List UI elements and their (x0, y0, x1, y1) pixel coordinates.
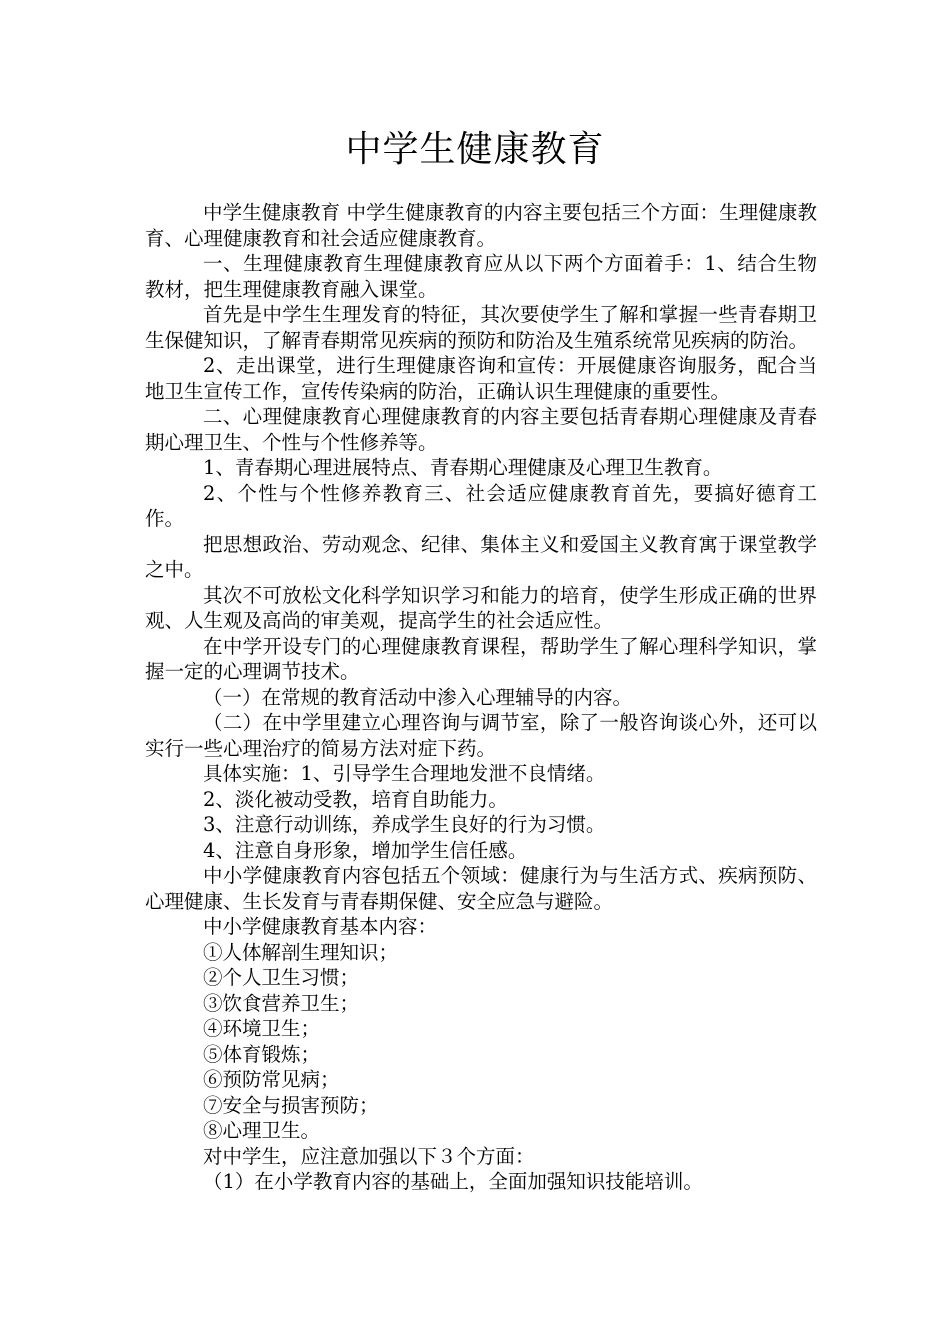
list-item: ③饮食营养卫生； (203, 991, 360, 1015)
paragraph: 一、生理健康教育生理健康教育应从以下两个方面着手：1、结合生物教材，把生理健康教育融入课堂。 (145, 252, 817, 301)
document-title: 中学生健康教育 (345, 129, 605, 170)
list-item: ④环境卫生； (203, 1017, 321, 1040)
paragraph: 3、注意行动训练，养成学生良好的行为习惯。 (203, 813, 606, 836)
paragraph: 中小学健康教育基本内容： (203, 915, 438, 938)
list-item: ⑦安全与损害预防； (203, 1093, 379, 1117)
paragraph: （一）在常规的教育活动中渗入心理辅导的内容。 (203, 685, 633, 709)
paragraph: （1）在小学教育内容的基础上，全面加强知识技能培训。 (203, 1170, 703, 1193)
paragraph: 1、青春期心理进展特点、青春期心理健康及心理卫生教育。 (203, 456, 723, 479)
paragraph: 2、走出课堂，进行生理健康咨询和宣传：开展健康咨询服务，配合当地卫生宣传工作，宣传传染病的防治，正确认识生理健康的重要性。 (145, 354, 817, 403)
list-item: ⑤体育锻炼； (203, 1042, 321, 1066)
list-item: ②个人卫生习惯； (203, 966, 360, 989)
paragraph: 在中学开设专门的心理健康教育课程，帮助学生了解心理科学知识，掌握一定的心理调节技术。 (145, 634, 817, 683)
list-item: ①人体解剖生理知识； (203, 940, 399, 964)
document-body (145, 200, 817, 1195)
paragraph: 二、心理健康教育心理健康教育的内容主要包括青春期心理健康及青春期心理卫生、个性与个性修养等。 (145, 405, 817, 454)
paragraph: 4、注意自身形象，增加学生信任感。 (203, 838, 528, 862)
paragraph: 中学生健康教育 中学生健康教育的内容主要包括三个方面：生理健康教育、心理健康教育和社会适应健康教育。 (145, 201, 817, 250)
list-item: ⑧心理卫生。 (203, 1119, 321, 1142)
paragraph: 其次不可放松文化科学知识学习和能力的培育，使学生形成正确的世界观、人生观及高尚的审美观，提高学生的社会适应性。 (145, 583, 817, 632)
paragraph: 2、个性与个性修养教育三、社会适应健康教育首先，要搞好德育工作。 (145, 481, 817, 530)
paragraph: （二）在中学里建立心理咨询与调节室，除了一般咨询谈心外，还可以实行一些心理治疗的简易方法对症下药。 (145, 711, 817, 760)
paragraph: 把思想政治、劳动观念、纪律、集体主义和爱国主义教育寓于课堂教学之中。 (145, 532, 817, 581)
paragraph: 对中学生，应注意加强以下３个方面： (203, 1144, 535, 1168)
list-item: ⑥预防常见病； (203, 1068, 340, 1091)
paragraph: 中小学健康教育内容包括五个领域：健康行为与生活方式、疾病预防、心理健康、生长发育与青春期保健、安全应急与避险。 (145, 864, 817, 913)
paragraph: 首先是中学生生理发育的特征，其次要使学生了解和掌握一些青春期卫生保健知识，了解青春期常见疾病的预防和防治及生殖系统常见疾病的防治。 (145, 303, 817, 352)
paragraph: 具体实施：1、引导学生合理地发泄不良情绪。 (203, 762, 606, 785)
paragraph: 2、淡化被动受教，培育自助能力。 (203, 787, 508, 811)
